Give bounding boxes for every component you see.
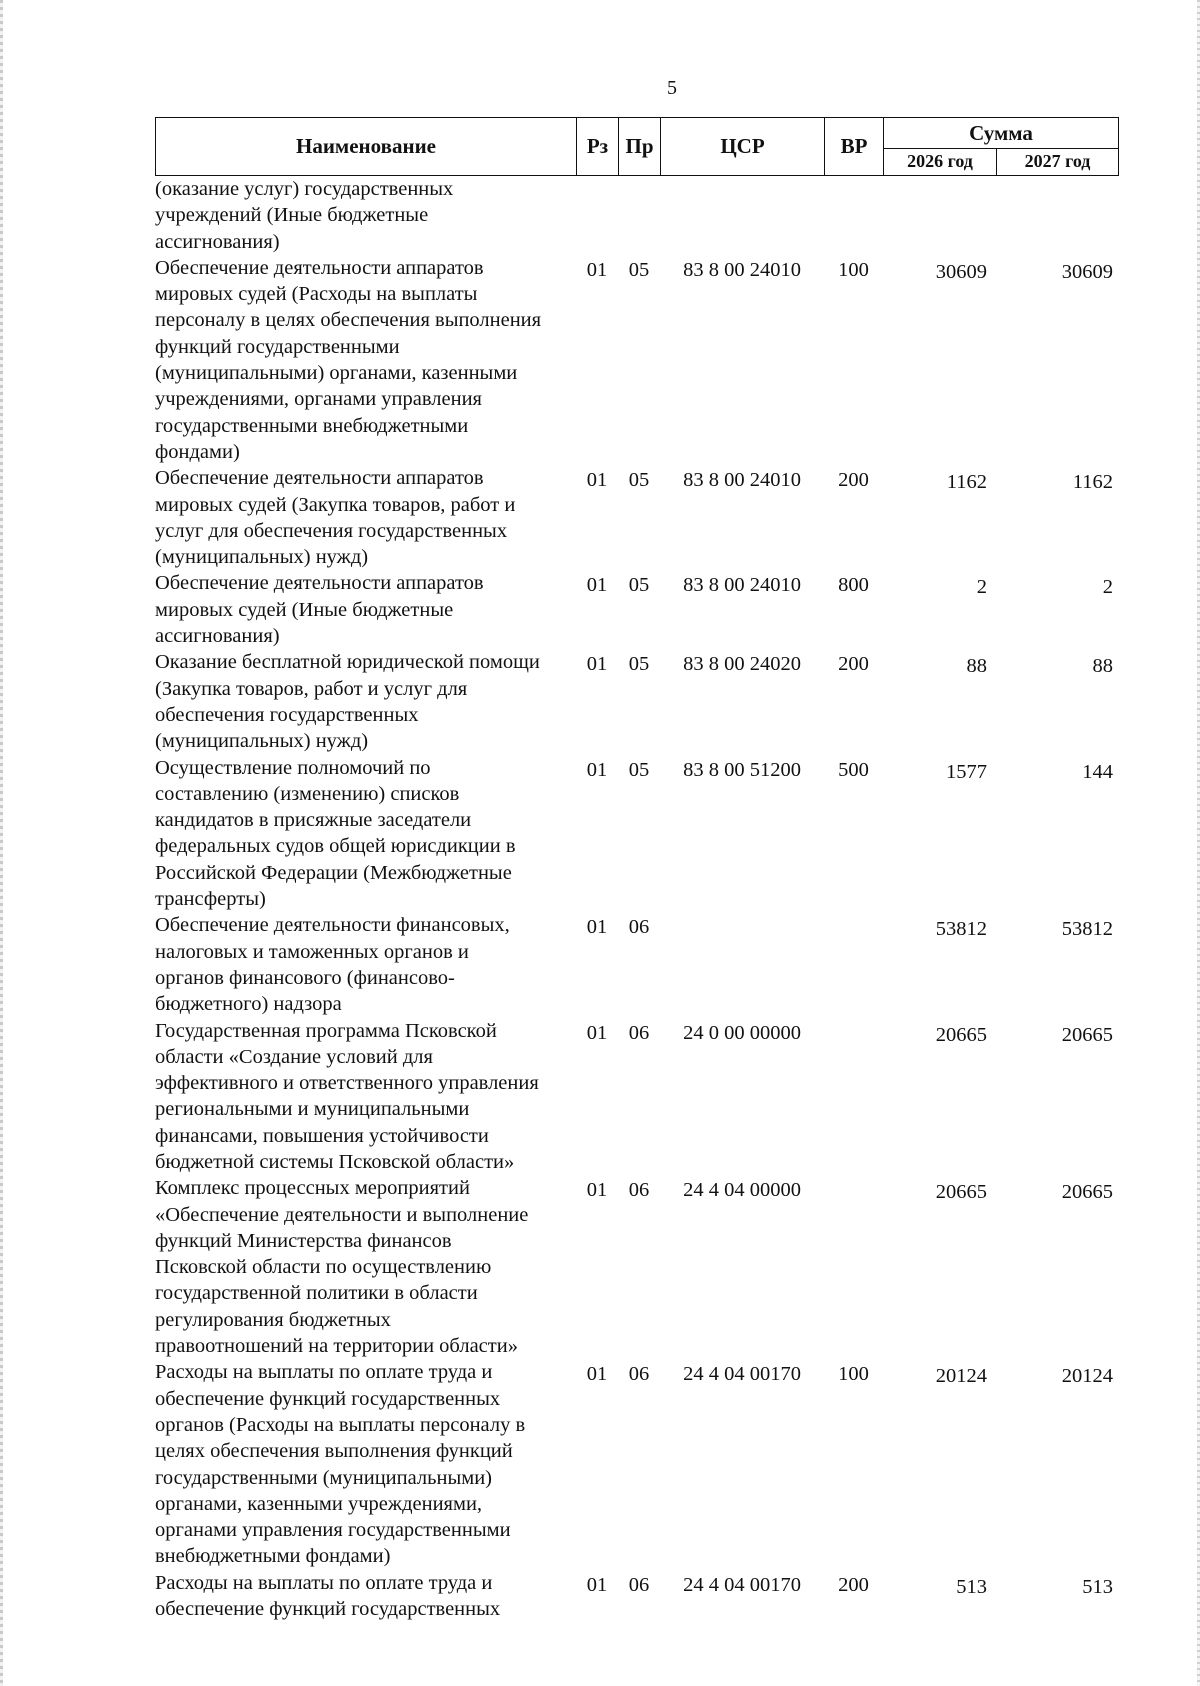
header-pr: Пр <box>619 118 661 175</box>
cell-rz: 01 <box>586 1021 608 1044</box>
table-row <box>155 1570 1119 1623</box>
cell-rz: 01 <box>586 1363 608 1386</box>
header-rz: Рз <box>577 118 619 175</box>
cell-csr: 83 8 00 24010 <box>683 258 801 281</box>
cell-sum-2027: 20124 <box>1061 1365 1113 1388</box>
header-csr: ЦСР <box>661 118 825 175</box>
cell-vr: 100 <box>838 258 869 281</box>
cell-sum-2026: 1577 <box>946 760 987 783</box>
cell-sum-2027: 88 <box>1092 655 1113 678</box>
cell-pr: 05 <box>628 653 650 676</box>
cell-rz: 01 <box>586 916 608 939</box>
cell-sum-2027: 20665 <box>1061 1023 1113 1046</box>
cell-rz: 01 <box>586 469 608 492</box>
cell-name: Обеспечение деятельности аппаратов мировых судей (Закупка товаров, работ и услуг для обеспечения государственных (муниципальных) нужд) <box>155 467 516 569</box>
cell-vr: 500 <box>838 758 869 781</box>
cell-sum-2027: 144 <box>1082 760 1113 783</box>
cell-sum-2027: 2 <box>1102 576 1113 599</box>
cell-name: Обеспечение деятельности финансовых, налоговых и таможенных органов и органов финансового (финансово- бюджетного) надзора <box>155 914 510 1016</box>
cell-rz: 01 <box>586 1573 608 1596</box>
table-row <box>155 255 1119 465</box>
cell-name: Расходы на выплаты по оплате труда и обеспечение функций государственных <box>155 1571 501 1621</box>
cell-sum-2026: 2 <box>976 576 987 599</box>
cell-name: Государственная программа Псковской области «Создание условий для эффективного и ответственного управления региональными и муниципальными финансами, повышения устойчивости бюджетной системы Псковской области» <box>155 1019 539 1173</box>
scan-edge-left <box>0 0 3 1686</box>
table-row <box>155 176 1119 255</box>
cell-vr: 800 <box>838 574 869 597</box>
cell-csr: 24 4 04 00170 <box>683 1573 801 1596</box>
cell-name: Расходы на выплаты по оплате труда и обеспечение функций государственных органов (Расходы на выплаты персоналу в целях обеспечения выполнения функций государственными (муниципальными) органами, казенными учреждениями, органами управления государственными внебюджетными фондами) <box>155 1361 526 1568</box>
table-row <box>155 1175 1119 1359</box>
cell-pr: 05 <box>628 758 650 781</box>
header-name: Наименование <box>156 118 577 175</box>
cell-csr: 83 8 00 24010 <box>683 574 801 597</box>
header-sum: Сумма <box>884 118 1118 149</box>
table-row <box>155 649 1119 754</box>
page-number: 5 <box>667 77 677 99</box>
cell-pr: 06 <box>628 1179 650 1202</box>
cell-name: Осуществление полномочий по составлению (изменению) списков кандидатов в присяжные заседатели федеральных судов общей юрисдикции в Российской Федерации (Межбюджетные трансферты) <box>155 756 516 911</box>
table-row <box>155 1018 1119 1176</box>
cell-name: (оказание услуг) государственных учреждений (Иные бюджетные ассигнования) <box>155 178 454 253</box>
cell-name: Обеспечение деятельности аппаратов мировых судей (Расходы на выплаты персоналу в целях обеспечения выполнения функций государственными (муниципальными) органами, казенными учреждениями, органами управления государственными внебюджетными фондами) <box>155 256 542 463</box>
cell-rz: 01 <box>586 258 608 281</box>
header-year-2027: 2027 год <box>1024 151 1091 171</box>
cell-vr: 100 <box>838 1363 869 1386</box>
cell-pr: 05 <box>628 469 650 492</box>
cell-vr: 200 <box>838 1573 869 1596</box>
cell-pr: 06 <box>628 916 650 939</box>
table-header <box>155 117 1119 176</box>
table-row <box>155 570 1119 649</box>
cell-sum-2027: 1162 <box>1072 471 1113 494</box>
cell-name: Оказание бесплатной юридической помощи (Закупка товаров, работ и услуг для обеспечения государственных (муниципальных) нужд) <box>155 651 540 753</box>
table-row <box>155 465 1119 570</box>
cell-sum-2026: 88 <box>966 655 987 678</box>
cell-csr: 24 4 04 00170 <box>683 1363 801 1386</box>
cell-rz: 01 <box>586 1179 608 1202</box>
cell-pr: 06 <box>628 1363 650 1386</box>
cell-sum-2026: 513 <box>956 1575 987 1598</box>
table-row <box>155 755 1119 913</box>
cell-vr: 200 <box>838 469 869 492</box>
cell-vr: 200 <box>838 653 869 676</box>
cell-sum-2026: 53812 <box>935 918 987 941</box>
header-vr: ВР <box>825 118 884 175</box>
cell-sum-2026: 20124 <box>935 1365 987 1388</box>
cell-csr: 83 8 00 24010 <box>683 469 801 492</box>
cell-name: Комплекс процессных мероприятий «Обеспечение деятельности и выполнение функций Министерства финансов Псковской области по осуществлению государственной политики в области регулирования бюджетных правоотношений на территории области» <box>155 1177 529 1358</box>
cell-rz: 01 <box>586 653 608 676</box>
cell-pr: 05 <box>628 574 650 597</box>
cell-sum-2026: 1162 <box>946 471 987 494</box>
table-row <box>155 912 1119 1017</box>
cell-csr: 24 4 04 00000 <box>683 1179 801 1202</box>
cell-pr: 06 <box>628 1573 650 1596</box>
cell-rz: 01 <box>586 574 608 597</box>
cell-sum-2026: 20665 <box>935 1023 987 1046</box>
header-year-2026: 2026 год <box>884 148 997 175</box>
cell-csr: 83 8 00 24020 <box>683 653 801 676</box>
cell-pr: 05 <box>628 258 650 281</box>
cell-sum-2027: 20665 <box>1061 1181 1113 1204</box>
cell-sum-2027: 53812 <box>1061 918 1113 941</box>
table-row <box>155 1359 1119 1569</box>
cell-sum-2026: 20665 <box>935 1181 987 1204</box>
cell-csr: 83 8 00 51200 <box>683 758 801 781</box>
cell-rz: 01 <box>586 758 608 781</box>
cell-sum-2027: 30609 <box>1061 260 1113 283</box>
cell-pr: 06 <box>628 1021 650 1044</box>
cell-name: Обеспечение деятельности аппаратов мировых судей (Иные бюджетные ассигнования) <box>155 572 484 648</box>
cell-sum-2027: 513 <box>1082 1575 1113 1598</box>
table-body <box>155 176 1119 1622</box>
cell-sum-2026: 30609 <box>935 260 987 283</box>
cell-csr: 24 0 00 00000 <box>683 1021 801 1044</box>
